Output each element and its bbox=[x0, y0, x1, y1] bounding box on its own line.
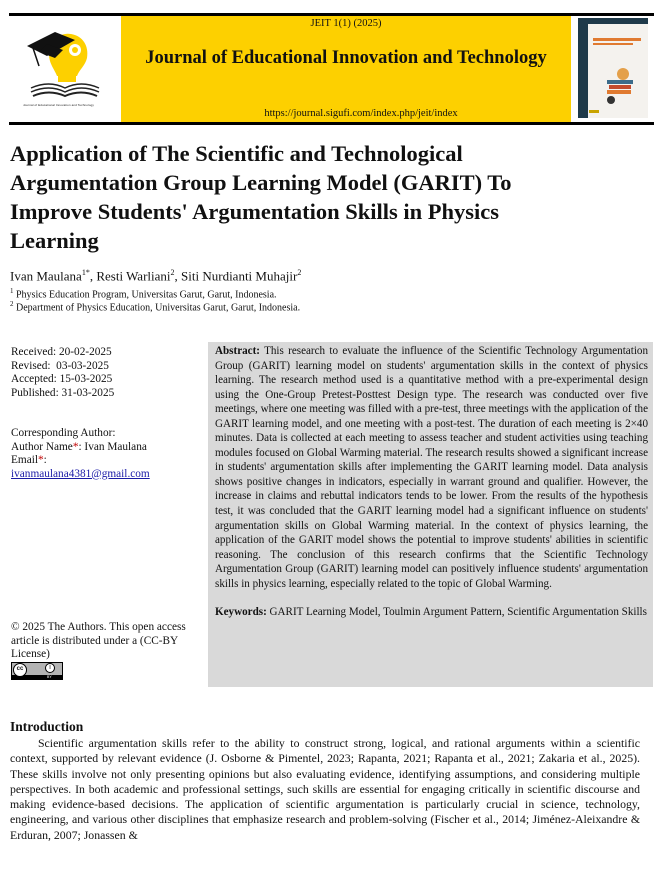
journal-header-band bbox=[121, 16, 571, 122]
author-mark: 2 bbox=[170, 268, 175, 277]
abstract-label: Abstract: bbox=[215, 345, 260, 357]
license-statement: © 2025 The Authors. This open access article is distributed under a (CC-BY License) bbox=[11, 621, 186, 660]
logo-caption: Journal of Educational Innovation and Technology bbox=[23, 103, 94, 107]
journal-issue: JEIT 1(1) (2025) bbox=[310, 18, 382, 29]
journal-cover-thumbnail bbox=[571, 16, 654, 122]
cc-by-license-badge[interactable] bbox=[11, 662, 63, 680]
journal-title: Journal of Educational Innovation and Technology bbox=[145, 48, 547, 68]
author-name-label: Author Name bbox=[11, 440, 73, 453]
journal-cover-image bbox=[571, 16, 654, 122]
author-mark: 1* bbox=[81, 268, 90, 277]
section-heading-introduction: Introduction bbox=[10, 719, 84, 734]
author-name: Resti Warliani bbox=[96, 268, 171, 284]
title-line: Argumentation Group Learning Model (GARIT) To bbox=[10, 170, 512, 195]
corresponding-author bbox=[11, 427, 150, 481]
accepted-date: Accepted: 15-03-2025 bbox=[11, 373, 113, 385]
graduation-cap-lightbulb-book-icon bbox=[9, 16, 121, 106]
attribution-icon: i bbox=[45, 663, 55, 673]
journal-logo bbox=[9, 16, 121, 122]
required-star: * bbox=[37, 454, 44, 466]
header-bottom-rule bbox=[9, 122, 654, 125]
required-star: * bbox=[72, 440, 79, 453]
title-line: Application of The Scientific and Technological bbox=[10, 141, 463, 166]
journal-url[interactable]: https://journal.sigufi.com/index.php/jeit/index bbox=[264, 108, 458, 119]
author-list: Ivan Maulana$^{1*}$, Resti Warliani$^2$, Siti Nurdianti Muhajir$^2$ bbox=[10, 268, 302, 284]
email-label: Email bbox=[11, 454, 38, 466]
affiliation bbox=[10, 300, 300, 313]
author-name-value: : Ivan Maulana bbox=[78, 440, 147, 453]
creative-commons-icon: cc bbox=[13, 663, 27, 677]
affiliation-text: Physics Education Program, Universitas Garut, Garut, Indonesia. bbox=[16, 289, 277, 301]
keywords bbox=[215, 605, 648, 620]
email-suffix: : bbox=[43, 454, 47, 466]
email-link[interactable]: ivanmaulana4381@gmail.com bbox=[11, 467, 150, 480]
email-row bbox=[11, 454, 150, 468]
author-mark: 2 bbox=[297, 268, 302, 277]
revised-date: Revised: 03-03-2025 bbox=[11, 359, 109, 372]
affiliation-text: Department of Physics Education, Universitas Garut, Garut, Indonesia. bbox=[16, 302, 301, 314]
keywords-label: Keywords: bbox=[215, 606, 267, 619]
keywords-text: GARIT Learning Model, Toulmin Argument Pattern, Scientific Argumentation Skills bbox=[266, 606, 647, 619]
corresponding-label: Corresponding Author: bbox=[11, 427, 116, 439]
affiliation-mark: 2 bbox=[10, 300, 14, 308]
author-name-row bbox=[11, 441, 150, 455]
abstract-text: This research to evaluate the influence of the Scientific Technology Argumentation Group (GARIT) learning model on students' argumentation skills in the context of physics learning. The research method used is a quantitative method with a pre-experimental design using the One-Group Pretest-Posttest Design type. The research was conducted over five meetings, where one meeting was filled with a pre-test, three meetings with the application of the GARIT learning model, and one meeting with a post-test. The duration of each meeting is 2×40 minutes. Data is collected at each meeting to assess teacher and student activities using teaching modules focused on Global Warming material. The research results showed a significant increase in students' argumentation skills after implementing the GARIT learning model. Data analysis shows positive changes in indicators, especially in warrant ground and qualifier. However, the increase in claims and rebuttal indicators tends to be lower. From the results of the hypothesis test, it was concluded that the GARIT learning model had a significant influence on students' argumentation skills on Global Warming material. In the context of physics learning, the application of the GARIT model shows the potential to improve students' abilities in scientific reasoning. The conclusion of this research confirms that the Scientific Technology Argumentation Group (GARIT) learning model can positively influence students' argumentation skills in physics learning, especially related to the topic of Global Warming. bbox=[215, 345, 648, 590]
abstract-panel bbox=[209, 342, 653, 687]
title-line: Improve Students' Argumentation Skills in Physics bbox=[10, 199, 500, 224]
published-date: Published: 31-03-2025 bbox=[11, 386, 115, 399]
article-dates bbox=[11, 346, 114, 400]
author-name: Ivan Maulana bbox=[10, 268, 82, 284]
introduction-paragraph: Scientific argumentation skills refer to the ability to construct strong, logical, and rational arguments within a scientific context, supported by relevant evidence (J. Osborne & Pimentel, 2023; Rapanta, 2021; Rapanta et al., 2021; Zakaria et al., 2025). These skills involve not only presenting opinions but also evaluating evidence, identifying assumptions, and considering multiple perspectives. In both academic and professional settings, such skills are essential for engaging critically in scientific discourse and making evidence-based decisions. The application of scientific argumentation is particularly crucial in science, technology, engineering, and various other disciplines that emphasize research and problem-solving (Fischer et al., 2014; Jiménez-Aleixandre & Erduran, 2007; Jonassen & bbox=[10, 736, 640, 842]
cc-by-label: BY bbox=[47, 675, 52, 679]
affiliation-mark: 1 bbox=[10, 287, 14, 295]
author-name: Siti Nurdianti Muhajir bbox=[181, 268, 298, 284]
article-title bbox=[10, 139, 646, 255]
abstract-paragraph bbox=[215, 344, 648, 591]
affiliation bbox=[10, 287, 277, 300]
received-date: Received: 20-02-2025 bbox=[11, 346, 112, 358]
title-line: Learning bbox=[10, 228, 99, 253]
